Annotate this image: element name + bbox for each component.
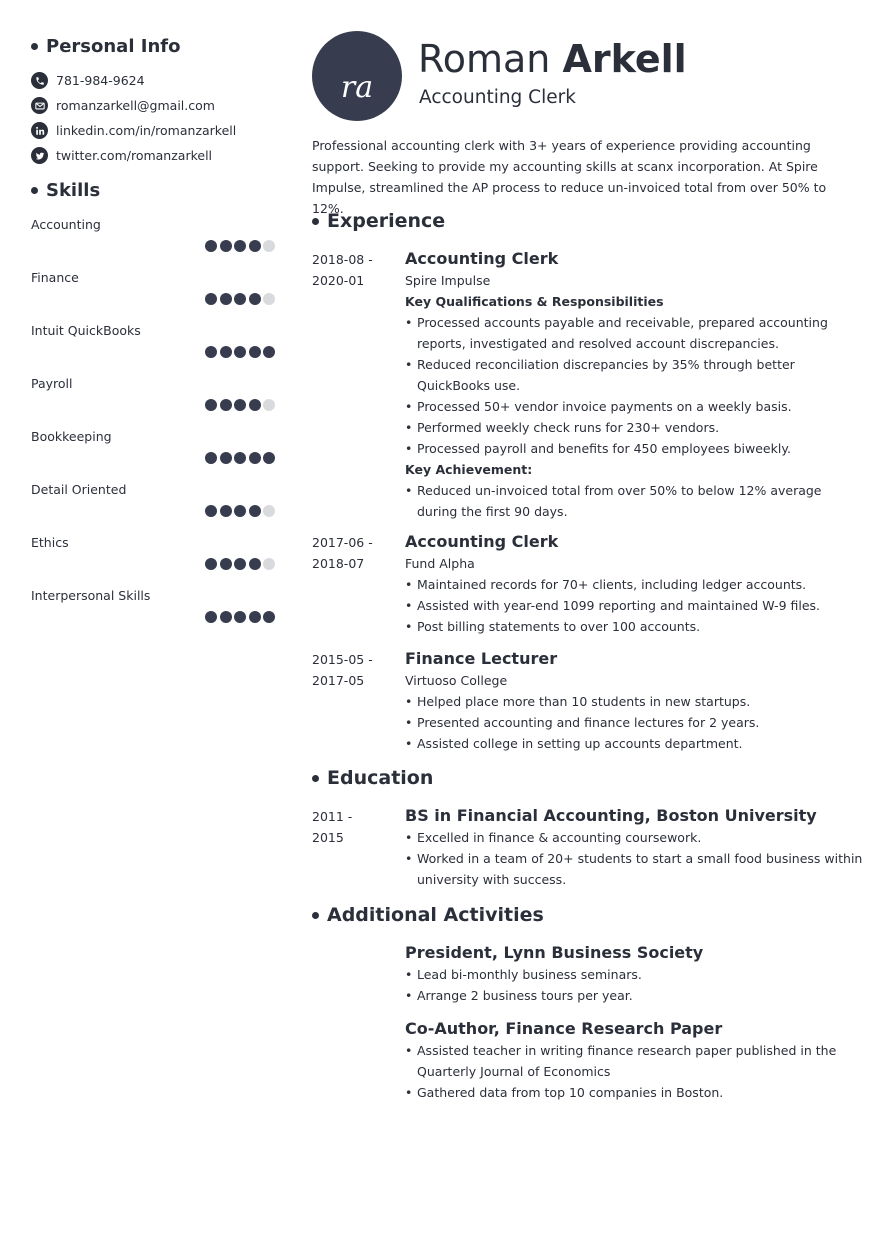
rating-dot-empty (263, 505, 275, 517)
rating-dot-filled (249, 452, 261, 464)
phone-text[interactable]: 781-984-9624 (56, 73, 145, 88)
entry-company: Spire Impulse (405, 273, 491, 288)
entry-title: BS in Financial Accounting, Boston University (405, 806, 817, 825)
heading-bullet (312, 775, 319, 782)
rating-dot-filled (234, 293, 246, 305)
list-item: • Maintained records for 70+ clients, including ledger accounts. (405, 574, 865, 595)
summary: Professional accounting clerk with 3+ years of experience providing accounting support. Seeking to provide my accounting skills at scanx incorporation. At Spire Impulse, streamlined the AP process to reduce un-invoiced total from over 50% to 12%. (312, 138, 827, 216)
contact-twitter (31, 143, 281, 168)
bullet-list (405, 480, 865, 522)
skill-rating (205, 611, 275, 623)
skills-heading-text: Skills (46, 180, 101, 201)
list-item: • Reduced reconciliation discrepancies by 35% through better QuickBooks use. (405, 354, 865, 396)
rating-dot-filled (220, 240, 232, 252)
rating-dot-filled (220, 399, 232, 411)
rating-dot-empty (263, 240, 275, 252)
entry-body (405, 648, 865, 754)
entry-title: President, Lynn Business Society (405, 943, 704, 962)
entry-date (312, 806, 392, 848)
avatar-initials: ra (340, 69, 374, 105)
date-end: 2015 (312, 830, 344, 845)
list-item: • Reduced un-invoiced total from over 50% to below 12% average during the first 90 days. (405, 480, 865, 522)
entry-title: Accounting Clerk (405, 532, 559, 551)
skill-item (31, 482, 281, 535)
rating-dot-filled (205, 293, 217, 305)
skills-heading (31, 180, 281, 201)
rating-dot-filled (234, 399, 246, 411)
date-end: 2017-05 (312, 673, 365, 688)
list-item: • Processed accounts payable and receivable, prepared accounting reports, investigated and resolved account discrepancies. (405, 312, 865, 354)
linkedin-text[interactable]: linkedin.com/in/romanzarkell (56, 123, 237, 138)
rating-dot-filled (220, 611, 232, 623)
rating-dot-filled (249, 346, 261, 358)
rating-dot-filled (249, 558, 261, 570)
rating-dot-filled (220, 558, 232, 570)
rating-dot-filled (249, 611, 261, 623)
rating-dot-empty (263, 399, 275, 411)
first-name: Roman (418, 37, 551, 81)
heading-bullet (312, 218, 319, 225)
entry-body (405, 1018, 865, 1103)
bullet-list (405, 691, 865, 754)
skill-item (31, 588, 281, 641)
entry-body (405, 942, 865, 1006)
list-item: • Assisted teacher in writing finance research paper published in the Quarterly Journal of Economics (405, 1040, 865, 1082)
entry-date (312, 649, 392, 691)
list-item: • Post billing statements to over 100 accounts. (405, 616, 865, 637)
skill-item (31, 535, 281, 588)
entry-body (405, 531, 865, 637)
list-item: • Presented accounting and finance lectures for 2 years. (405, 712, 865, 733)
personal-info-heading-text: Personal Info (46, 36, 181, 57)
list-item: • Assisted college in setting up accounts department. (405, 733, 865, 754)
avatar (312, 31, 402, 121)
rating-dot-filled (220, 505, 232, 517)
job-title: Accounting Clerk (419, 87, 576, 108)
contact-list (31, 68, 281, 168)
skill-item (31, 323, 281, 376)
rating-dot-filled (205, 611, 217, 623)
skill-name: Interpersonal Skills (31, 588, 151, 603)
skill-item (31, 376, 281, 429)
rating-dot-filled (234, 240, 246, 252)
skill-name: Intuit QuickBooks (31, 323, 141, 338)
heading-bullet (31, 43, 38, 50)
bullet-list (405, 312, 865, 459)
rating-dot-filled (205, 346, 217, 358)
heading-bullet (312, 912, 319, 919)
list-item: • Excelled in finance & accounting coursework. (405, 827, 865, 848)
full-name (418, 37, 687, 81)
contact-email (31, 93, 281, 118)
skill-rating (205, 293, 275, 305)
twitter-icon (31, 147, 48, 164)
list-item: • Performed weekly check runs for 230+ vendors. (405, 417, 865, 438)
rating-dot-filled (234, 558, 246, 570)
list-item: • Assisted with year-end 1099 reporting and maintained W-9 files. (405, 595, 865, 616)
skill-name: Detail Oriented (31, 482, 127, 497)
list-item: • Worked in a team of 20+ students to start a small food business within university with success. (405, 848, 865, 890)
entry-title: Finance Lecturer (405, 649, 558, 668)
rating-dot-filled (263, 452, 275, 464)
rating-dot-empty (263, 558, 275, 570)
skill-rating (205, 399, 275, 411)
skill-item (31, 217, 281, 270)
entry-company: Fund Alpha (405, 556, 475, 571)
skill-name: Finance (31, 270, 79, 285)
skill-name: Bookkeeping (31, 429, 112, 444)
skill-rating (205, 346, 275, 358)
twitter-text[interactable]: twitter.com/romanzarkell (56, 148, 213, 163)
experience-section-heading (312, 210, 445, 232)
achievement-heading: Key Achievement: (405, 462, 533, 477)
rating-dot-filled (234, 346, 246, 358)
entry-body (405, 248, 865, 522)
rating-dot-filled (234, 505, 246, 517)
rating-dot-filled (205, 240, 217, 252)
entry-date (312, 532, 392, 574)
list-item: • Processed payroll and benefits for 450 employees biweekly. (405, 438, 865, 459)
entry-date (312, 249, 392, 291)
linkedin-icon (31, 122, 48, 139)
heading-bullet (31, 187, 38, 194)
date-start: 2017-06 - (312, 535, 373, 550)
rating-dot-filled (234, 452, 246, 464)
contact-phone (31, 68, 281, 93)
skill-name: Accounting (31, 217, 101, 232)
rating-dot-filled (205, 505, 217, 517)
experience-heading: Experience (327, 210, 446, 232)
activities-heading: Additional Activities (327, 904, 544, 926)
rating-dot-filled (249, 240, 261, 252)
skill-rating (205, 452, 275, 464)
skill-item (31, 270, 281, 323)
list-item: • Helped place more than 10 students in new startups. (405, 691, 865, 712)
education-section-heading (312, 767, 433, 789)
date-end: 2020-01 (312, 273, 365, 288)
rating-dot-filled (220, 346, 232, 358)
date-end: 2018-07 (312, 556, 365, 571)
skills-list (31, 217, 281, 641)
entry-company: Virtuoso College (405, 673, 508, 688)
skill-name: Payroll (31, 376, 73, 391)
rating-dot-filled (205, 399, 217, 411)
list-item: • Gathered data from top 10 companies in Boston. (405, 1082, 865, 1103)
rating-dot-filled (263, 346, 275, 358)
skill-rating (205, 505, 275, 517)
bullet-list (405, 827, 865, 890)
entry-title: Accounting Clerk (405, 249, 559, 268)
skill-name: Ethics (31, 535, 69, 550)
bullet-list (405, 964, 865, 1006)
email-text[interactable]: romanzarkell@gmail.com (56, 98, 215, 113)
list-item: • Arrange 2 business tours per year. (405, 985, 865, 1006)
education-heading: Education (327, 767, 434, 789)
skill-rating (205, 558, 275, 570)
rating-dot-empty (263, 293, 275, 305)
rating-dot-filled (234, 611, 246, 623)
skill-rating (205, 240, 275, 252)
date-start: 2011 - (312, 809, 353, 824)
entry-body (405, 805, 865, 890)
activities-section-heading (312, 904, 544, 926)
last-name: Arkell (562, 37, 687, 81)
bullet-list (405, 1040, 865, 1103)
rating-dot-filled (205, 452, 217, 464)
phone-icon (31, 72, 48, 89)
rating-dot-filled (263, 611, 275, 623)
personal-info-heading (31, 36, 281, 57)
skill-item (31, 429, 281, 482)
left-column (31, 36, 281, 641)
bullet-list (405, 574, 865, 637)
date-start: 2018-08 - (312, 252, 373, 267)
list-item: • Processed 50+ vendor invoice payments on a weekly basis. (405, 396, 865, 417)
rating-dot-filled (249, 399, 261, 411)
rating-dot-filled (220, 293, 232, 305)
rating-dot-filled (249, 293, 261, 305)
rating-dot-filled (249, 505, 261, 517)
contact-linkedin (31, 118, 281, 143)
qualifications-heading: Key Qualifications & Responsibilities (405, 294, 664, 309)
rating-dot-filled (220, 452, 232, 464)
rating-dot-filled (205, 558, 217, 570)
email-icon (31, 97, 48, 114)
date-start: 2015-05 - (312, 652, 373, 667)
list-item: • Lead bi-monthly business seminars. (405, 964, 865, 985)
entry-title: Co-Author, Finance Research Paper (405, 1019, 723, 1038)
